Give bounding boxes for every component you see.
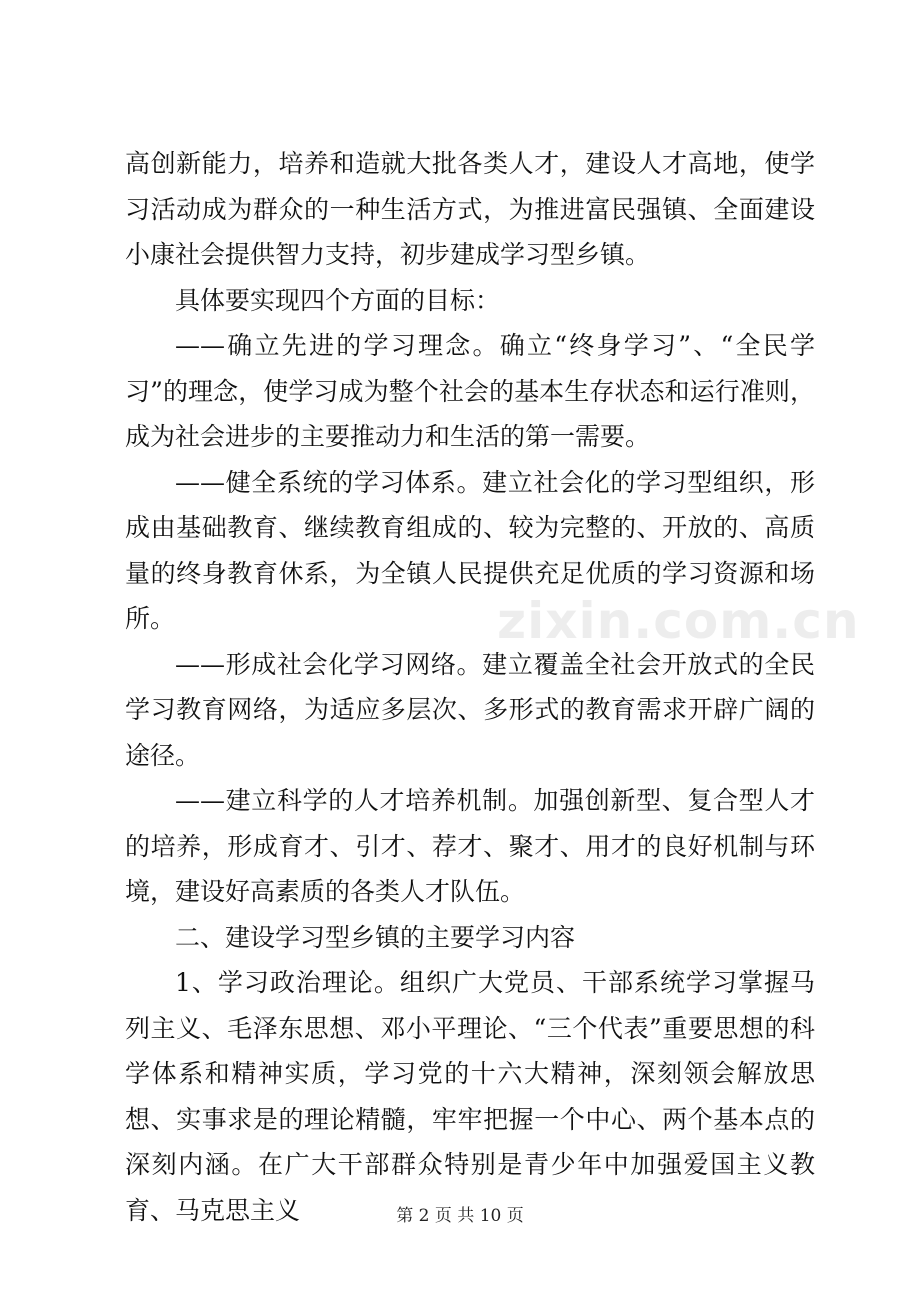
paragraph-2: 具体要实现四个方面的目标： <box>175 285 501 315</box>
section-heading: 二、建设学习型乡镇的主要学习内容 <box>175 922 576 952</box>
paragraph-7: 1、学习政治理论。组织广大党员、干部系统学习掌握马列主义、毛泽东思想、邓小平理论、“三个代表”重要思想的科学体系和精神实质，学习党的十六大精神，深刻领会解放思想、实事求是的理论精髓，牢牢把握一个中心、两个基本点的深刻内涵。在广大干部群众特别是青少年中加强爱国主义教育、马克思主义 <box>125 968 815 1225</box>
watermark: zixin.com.cn <box>497 592 860 650</box>
paragraph-4: ——健全系统的学习体系。建立社会化的学习型组织，形成由基础教育、继续教育组成的、较为完整的、开放的、高质量的终身教育休系，为全镇人民提供充足优质的学习资源和场所。 <box>125 467 815 633</box>
page-footer: 第 2 页 共 10 页 <box>396 1206 524 1226</box>
paragraph-3: ——确立先进的学习理念。确立“终身学习”、“全民学习”的理念，使学习成为整个社会的基本生存状态和运行准则，成为社会进步的主要推动力和生活的第一需要。 <box>125 331 815 451</box>
document-body <box>125 141 815 1233</box>
paragraph-6: ——建立科学的人才培养机制。加强创新型、复合型人才的培养，形成育才、引才、荐才、聚才、用才的良好机制与环境，建设好高素质的各类人才队伍。 <box>125 786 815 906</box>
paragraph-5: ——形成社会化学习网络。建立覆盖全社会开放式的全民学习教育网络，为适应多层次、多形式的教育需求开辟广阔的途径。 <box>125 649 815 770</box>
paragraph-1: 高创新能力，培养和造就大批各类人才，建设人才高地，使学习活动成为群众的一种生活方式，为推进富民强镇、全面建设小康社会提供智力支持，初步建成学习型乡镇。 <box>125 149 815 269</box>
